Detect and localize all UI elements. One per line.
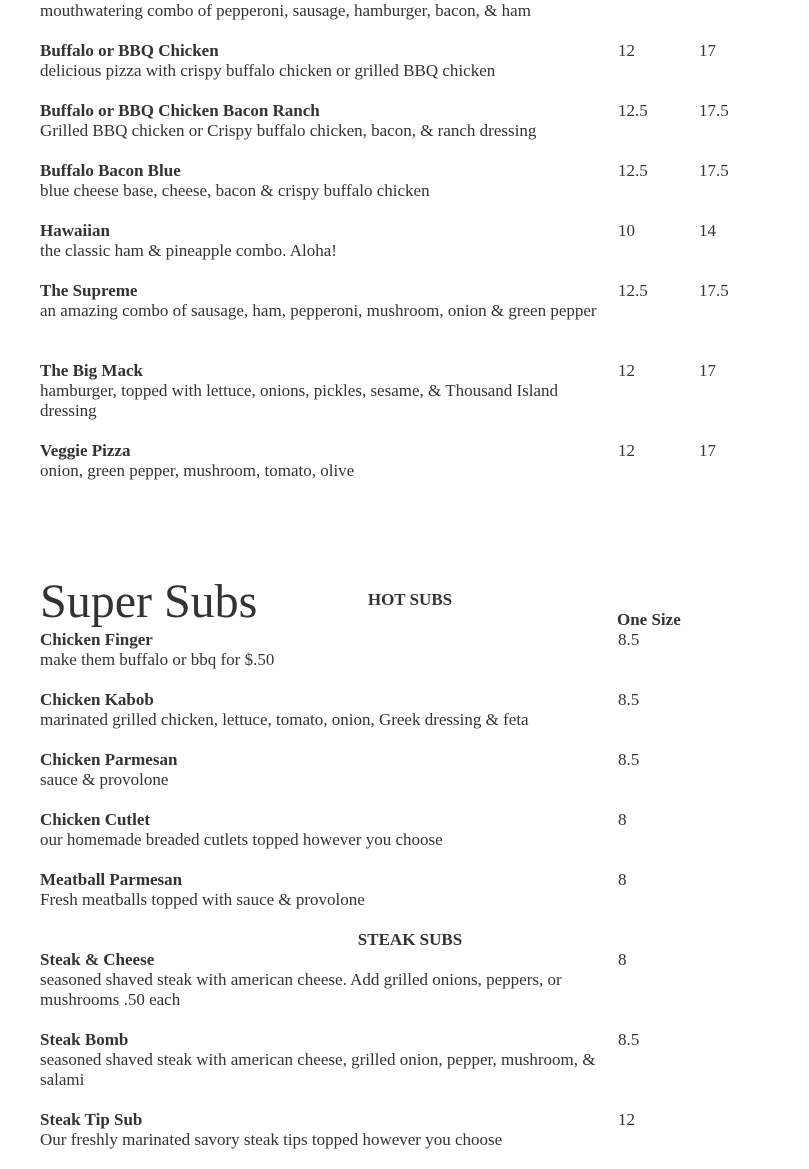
item-description: an amazing combo of sausage, ham, pepperoni, mushroom, onion & green pepper [40, 301, 597, 320]
item-description: sauce & provolone [40, 770, 169, 789]
menu-item-sub [40, 810, 770, 850]
item-name: Buffalo or BBQ Chicken Bacon Ranch [40, 101, 320, 120]
price-large: 17.5 [699, 281, 729, 300]
price-large: 17.5 [699, 101, 729, 120]
item-name: Buffalo or BBQ Chicken [40, 41, 219, 60]
item-name: Meatball Parmesan [40, 870, 183, 889]
menu-item-sub [40, 870, 770, 910]
price: 8.5 [618, 750, 640, 769]
item-name: Buffalo Bacon Blue [40, 161, 181, 180]
item-name: Steak Tip Sub [40, 1110, 143, 1129]
item-name: The Big Mack [40, 361, 143, 380]
price-large: 14 [699, 221, 716, 240]
item-description: hamburger, topped with lettuce, onions, pickles, sesame, & Thousand Island dressing [40, 381, 559, 420]
price: 8 [618, 810, 627, 829]
item-description: onion, green pepper, mushroom, tomato, olive [40, 461, 355, 480]
item-description: mouthwatering combo of pepperoni, sausage, hamburger, bacon, & ham [40, 1, 531, 20]
price-small: 12.5 [618, 101, 648, 120]
menu-item-sub [40, 690, 770, 730]
price-large: 17 [699, 441, 716, 460]
price: 8.5 [618, 690, 640, 709]
menu-item-pizza [40, 281, 770, 321]
menu-item-sub [40, 750, 770, 790]
price: 12 [618, 1110, 635, 1129]
price-large: 17.5 [699, 161, 729, 180]
item-description: seasoned shaved steak with american cheese, grilled onion, pepper, mushroom, & salami [40, 1050, 596, 1089]
menu-item-sub [40, 630, 770, 670]
menu-item-pizza [40, 361, 770, 421]
item-description: the classic ham & pineapple combo. Aloha! [40, 241, 337, 260]
item-description: Our freshly marinated savory steak tips topped however you choose [40, 1130, 503, 1149]
item-name: Steak & Cheese [40, 950, 155, 969]
price-small: 12 [618, 361, 635, 380]
item-name: Steak Bomb [40, 1030, 129, 1049]
item-description: make them buffalo or bbq for $.50 [40, 650, 275, 669]
steak-subs-heading: STEAK SUBS [357, 930, 463, 949]
item-description: Grilled BBQ chicken or Crispy buffalo chicken, bacon, & ranch dressing [40, 121, 537, 140]
menu-item-pizza [40, 441, 770, 481]
item-name: The Supreme [40, 281, 138, 300]
price-small: 10 [618, 221, 635, 240]
menu-item-pizza [40, 101, 770, 141]
price: 8 [618, 870, 627, 889]
price-large: 17 [699, 41, 716, 60]
item-name: Chicken Kabob [40, 690, 154, 709]
menu-item-pizza [40, 1, 770, 21]
hot-subs-heading: HOT SUBS [367, 590, 453, 609]
item-name: Chicken Finger [40, 630, 153, 649]
price: 8.5 [618, 630, 640, 649]
item-description: seasoned shaved steak with american cheese. Add grilled onions, peppers, or mushrooms .50 each [40, 970, 562, 1009]
price-large: 17 [699, 361, 716, 380]
menu-item-sub [40, 1110, 770, 1150]
menu-item-pizza [40, 221, 770, 261]
item-description: our homemade breaded cutlets topped however you choose [40, 830, 443, 849]
menu-item-sub [40, 950, 770, 1010]
item-name: Chicken Parmesan [40, 750, 178, 769]
menu-item-pizza [40, 161, 770, 201]
section-title: Super Subs [40, 574, 258, 628]
size-column-label: One Size [617, 610, 681, 629]
menu-item-sub [40, 1030, 770, 1090]
price-small: 12.5 [618, 161, 648, 180]
price: 8 [618, 950, 627, 969]
price-small: 12 [618, 441, 635, 460]
item-description: blue cheese base, cheese, bacon & crispy buffalo chicken [40, 181, 430, 200]
price-small: 12 [618, 41, 635, 60]
menu-item-pizza [40, 41, 770, 81]
item-name: Chicken Cutlet [40, 810, 151, 829]
item-name: Veggie Pizza [40, 441, 131, 460]
item-description: marinated grilled chicken, lettuce, tomato, onion, Greek dressing & feta [40, 710, 529, 729]
item-description: delicious pizza with crispy buffalo chicken or grilled BBQ chicken [40, 61, 496, 80]
price: 8.5 [618, 1030, 640, 1049]
item-name: Hawaiian [40, 221, 110, 240]
price-small: 12.5 [618, 281, 648, 300]
item-description: Fresh meatballs topped with sauce & provolone [40, 890, 365, 909]
